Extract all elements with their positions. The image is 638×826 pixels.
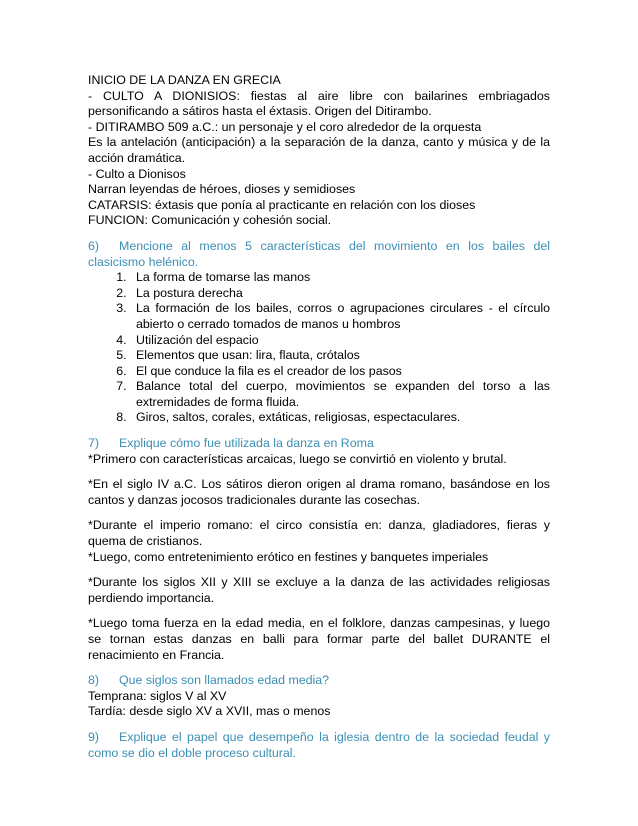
list-item: 5. Elementos que usan: lira, flauta, crótalos [130, 348, 550, 364]
question-7 [88, 436, 550, 452]
answer-paragraph: *Primero con características arcaicas, luego se convirtió en violento y brutal. [88, 451, 507, 466]
intro-line: - DITIRAMBO 509 a.C.: un personaje y el coro alrededor de la orquesta [88, 119, 482, 134]
question-text: Mencione al menos 5 características del movimiento en los bailes del clasicismo helénico. [88, 238, 550, 269]
intro-line: Es la antelación (anticipación) a la separación de la danza, canto y música y de la acción dramática. [88, 135, 550, 165]
list-item: 2. La postura derecha [130, 286, 550, 302]
answer-line: Temprana: siglos V al XV [88, 688, 227, 703]
question-8 [88, 673, 550, 689]
answer-paragraph: *Luego toma fuerza en la edad media, en el folklore, danzas campesinas, y luego se tornan estas danzas en balli para formar parte del ballet DURANTE el renacimiento en Francia. [88, 616, 550, 662]
list-item: 7. Balance total del cuerpo, movimientos se expanden del torso a las extremidades de forma fluida. [130, 379, 550, 410]
question-number: 7) [88, 436, 100, 451]
list-item: 4. Utilización del espacio [130, 333, 550, 349]
list-item: 1. La forma de tomarse las manos [130, 270, 550, 286]
question-text: Explique el papel que desempeño la iglesia dentro de la sociedad feudal y como se dio el doble proceso cultural. [88, 729, 550, 760]
answer-paragraph: *Durante los siglos XII y XIII se excluye a la danza de las actividades religiosas perdiendo importancia. [88, 575, 550, 605]
intro-title: INICIO DE LA DANZA EN GRECIA [88, 73, 281, 87]
answer-paragraph: *Luego, como entretenimiento erótico en festines y banquetes imperiales [88, 549, 489, 564]
intro-line: FUNCION: Comunicación y cohesión social. [88, 213, 332, 228]
question-text: Explique cómo fue utilizada la danza en Roma [119, 436, 374, 451]
question-number: 9) [88, 729, 100, 744]
answer-paragraph: *Durante el imperio romano: el circo consistía en: danza, gladiadores, fieras y quema de cristianos. [88, 518, 550, 549]
intro-line: - Culto a Dionisos [88, 166, 186, 181]
question-text: Que siglos son llamados edad media? [119, 673, 330, 688]
question-6 [88, 239, 550, 270]
answer-line: Tardía: desde siglo XV a XVII, mas o menos [88, 704, 331, 719]
intro-line: - CULTO A DIONISIOS: fiestas al aire libre con bailarines embriagados personificando a sátiros hasta el éxtasis. Origen del Ditirambo. [88, 88, 550, 119]
q6-list [88, 270, 550, 426]
intro-line: Narran leyendas de héroes, dioses y semidioses [88, 182, 356, 197]
question-number: 8) [88, 673, 100, 688]
document-page [88, 73, 550, 761]
question-9 [88, 730, 550, 761]
intro-line: CATARSIS: éxtasis que ponía al practicante en relación con los dioses [88, 197, 476, 212]
list-item: 3. La formación de los bailes, corros o agrupaciones circulares - el círculo abierto o cerrado tomados de manos u hombros [130, 301, 550, 332]
answer-paragraph: *En el siglo IV a.C. Los sátiros dieron origen al drama romano, basándose en los cantos y danzas jocosos tradicionales durante las cosechas. [88, 477, 550, 507]
list-item: 8. Giros, saltos, corales, extáticas, religiosas, espectaculares. [130, 410, 550, 426]
question-number: 6) [88, 238, 100, 253]
list-item: 6. El que conduce la fila es el creador de los pasos [130, 364, 550, 380]
